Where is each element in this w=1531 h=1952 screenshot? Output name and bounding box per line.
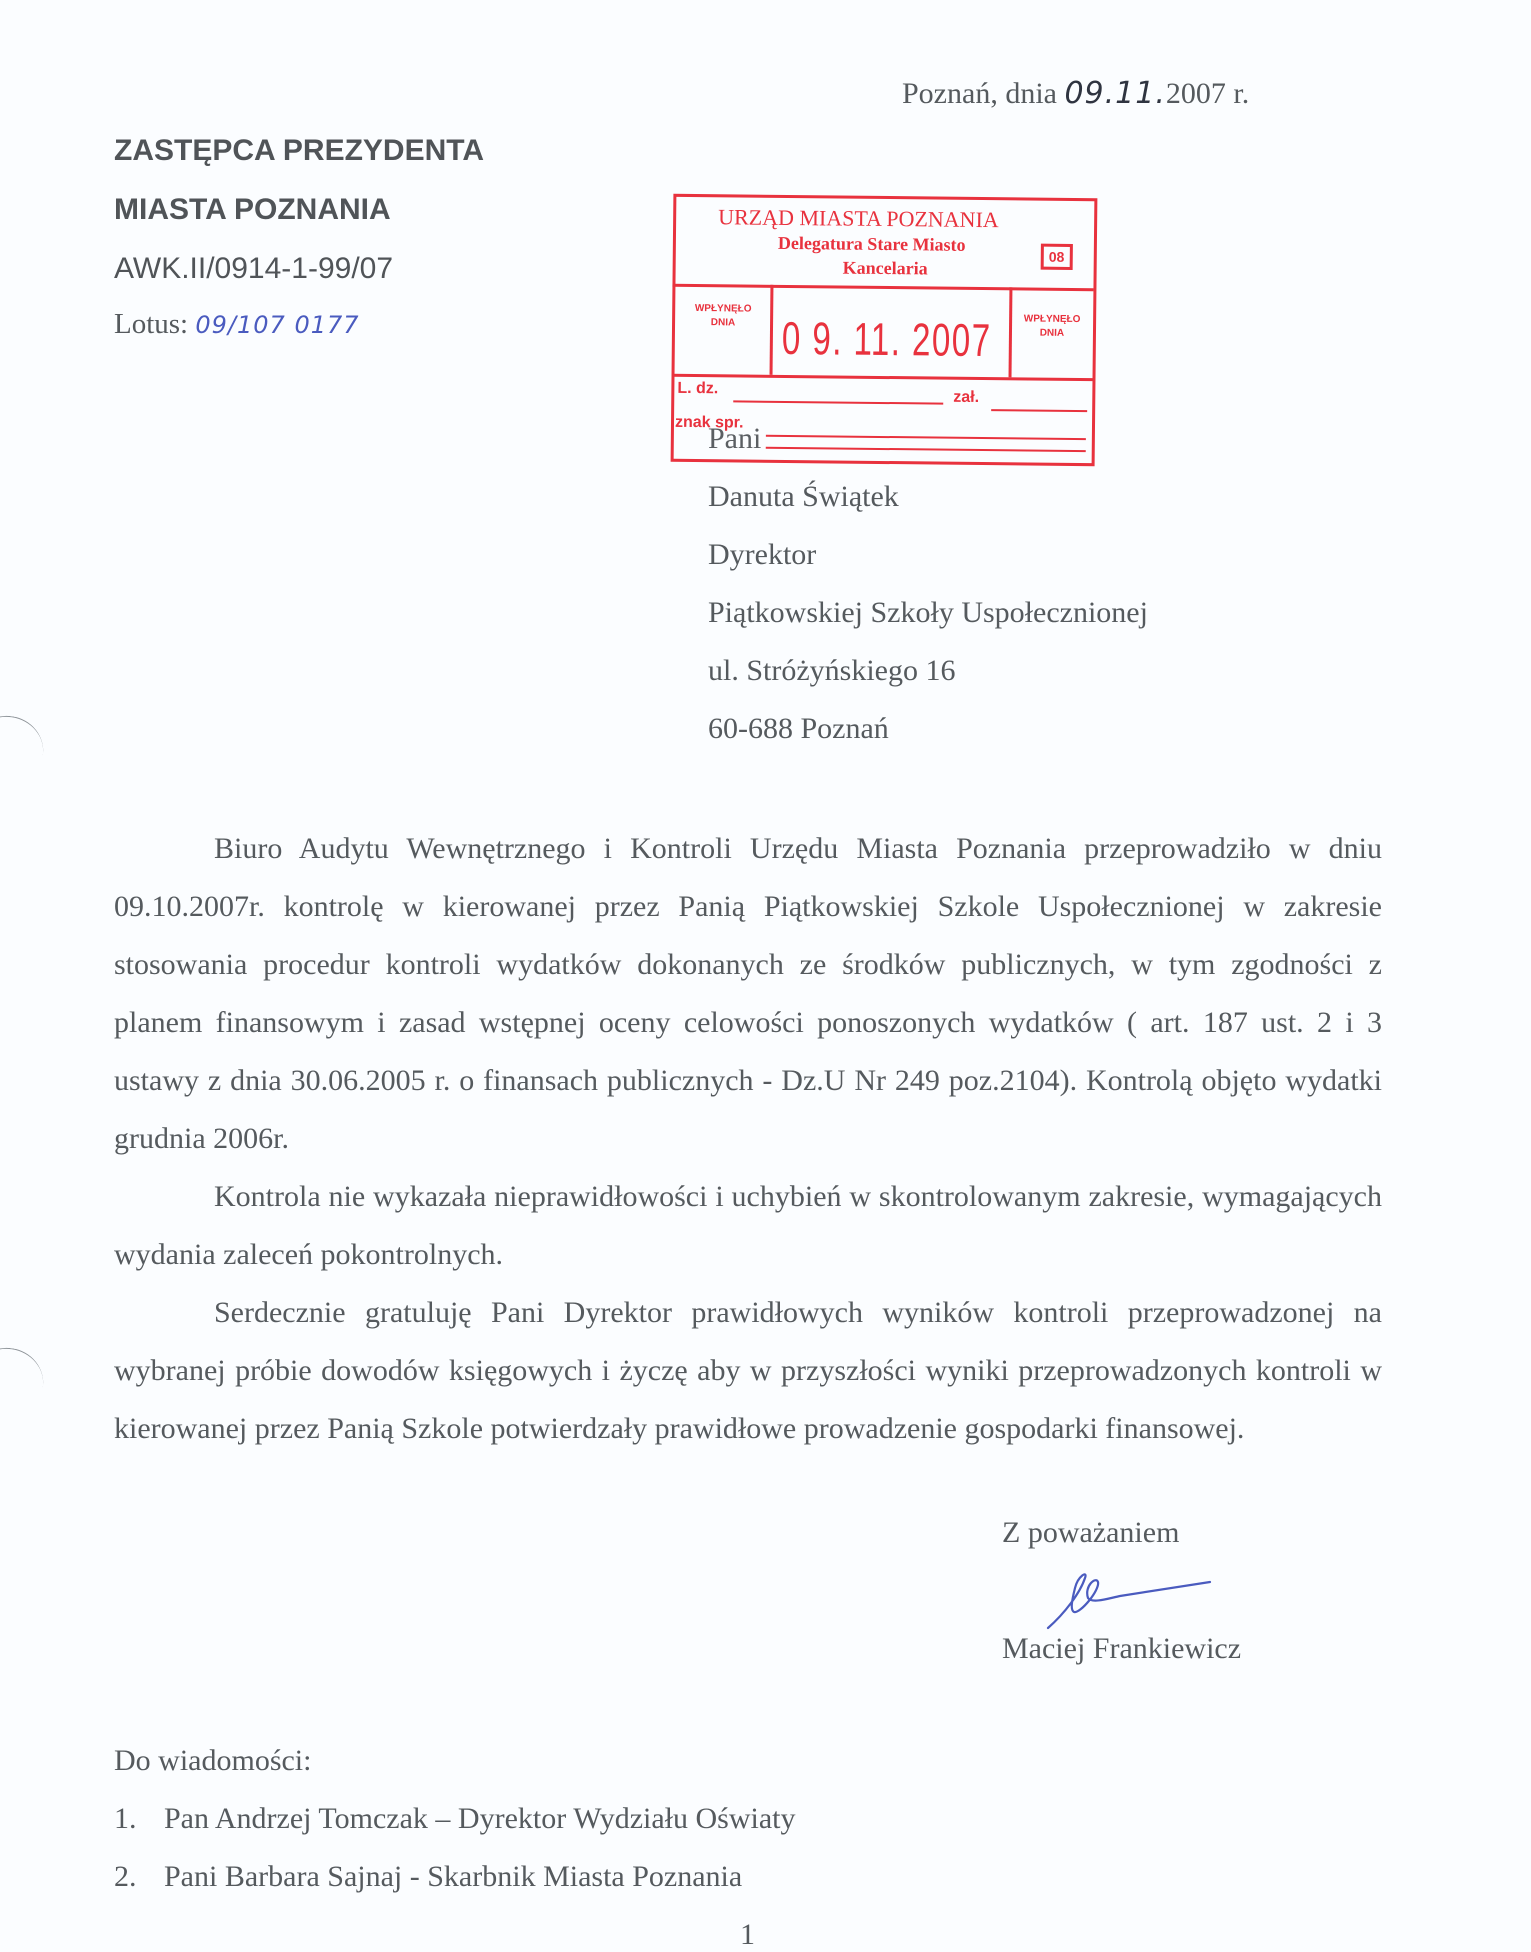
page-number: 1 bbox=[740, 1918, 755, 1951]
lotus-value: 09/107 0177 bbox=[195, 311, 360, 339]
stamp-zal-label: zał. bbox=[953, 388, 980, 406]
stamp-received-label-left bbox=[680, 302, 766, 331]
recipient-position: Dyrektor bbox=[708, 538, 817, 571]
cc-item-number: 2. bbox=[114, 1860, 137, 1893]
body-paragraph bbox=[114, 820, 1382, 1168]
sender-title-line1: ZASTĘPCA PREZYDENTA bbox=[114, 134, 485, 167]
cc-item-text: Pan Andrzej Tomczak – Dyrektor Wydziału Oświaty bbox=[164, 1802, 796, 1835]
reference-number: AWK.II/0914-1-99/07 bbox=[114, 252, 394, 285]
signer-name: Maciej Frankiewicz bbox=[1002, 1632, 1242, 1665]
recipient-street: ul. Stróżyńskiego 16 bbox=[708, 654, 956, 687]
lotus-line bbox=[114, 308, 360, 341]
handwritten-date: 09.11. bbox=[1064, 76, 1166, 111]
paragraph-text: Serdecznie gratuluję Pani Dyrektor prawidłowych wyników kontroli przeprowadzonej na wybranej próbie dowodów księgowych i życzę aby w przyszłości wyniki przeprowadzonych kontroli w kierowanej przez Panią Szkole potwierdzały prawidłowe prowadzenie gospodarki finansowej. bbox=[114, 1296, 1382, 1445]
body-paragraph bbox=[114, 1284, 1382, 1458]
date-suffix: 2007 r. bbox=[1165, 77, 1250, 110]
cc-title: Do wiadomości: bbox=[114, 1744, 312, 1777]
stamp-number: 08 bbox=[1041, 244, 1073, 270]
stamp-office: URZĄD MIASTA POZNANIA bbox=[718, 204, 999, 233]
stamp-unit: Kancelaria bbox=[842, 257, 928, 279]
stamp-day-word: DNIA bbox=[1039, 327, 1065, 339]
recipient-name: Danuta Świątek bbox=[708, 480, 899, 513]
stamp-department: Delegatura Stare Miasto bbox=[777, 232, 966, 255]
handwritten-signature bbox=[1040, 1568, 1240, 1638]
sender-title-line2: MIASTA POZNANIA bbox=[114, 193, 391, 226]
cc-item-number: 1. bbox=[114, 1802, 137, 1835]
punch-hole bbox=[0, 711, 48, 777]
cc-item-text: Pani Barbara Sajnaj - Skarbnik Miasta Poznania bbox=[164, 1860, 743, 1893]
stamp-received-label-right bbox=[1014, 312, 1090, 341]
closing-phrase: Z poważaniem bbox=[1002, 1516, 1180, 1549]
place-date bbox=[902, 76, 1249, 111]
signature-stroke bbox=[1048, 1574, 1210, 1628]
punch-hole bbox=[0, 1343, 48, 1409]
recipient-institution: Piątkowskiej Szkoły Uspołecznionej bbox=[708, 596, 1148, 629]
body-paragraph bbox=[114, 1168, 1382, 1284]
stamp-received-word: WPŁYNĘŁO bbox=[694, 303, 752, 315]
paragraph-text: Kontrola nie wykazała nieprawidłowości i uchybień w skontrolowanym zakresie, wymagających wydania zaleceń pokontrolnych. bbox=[114, 1180, 1382, 1271]
lotus-label: Lotus: bbox=[114, 308, 189, 340]
cc-item bbox=[114, 1860, 742, 1894]
stamp-znak-label: znak spr. bbox=[674, 413, 744, 432]
stamp-day-word: DNIA bbox=[710, 317, 736, 329]
date-prefix: Poznań, dnia bbox=[902, 77, 1057, 110]
stamp-received-word: WPŁYNĘŁO bbox=[1023, 313, 1081, 326]
stamp-date: 0 9. 11. 2007 bbox=[781, 311, 992, 367]
recipient-salutation: Pani bbox=[708, 422, 762, 455]
paragraph-text: Biuro Audytu Wewnętrznego i Kontroli Urzędu Miasta Poznania przeprowadziło w dniu 09.10.2007r. kontrolę w kierowanej przez Panią Piątkowskiej Szkole Uspołecznionej w zakresie stosowania procedur kontroli wydatków dokonanych ze środków publicznych, w tym zgodności z planem finansowym i zasad wstępnej oceny celowości ponoszonych wydatków ( art. 187 ust. 2 i 3 ustawy z dnia 30.06.2005 r. o finansach publicznych - Dz.U Nr 249 poz.2104). Kontrolą objęto wydatki grudnia 2006r. bbox=[114, 832, 1382, 1155]
recipient-city: 60-688 Poznań bbox=[708, 712, 889, 745]
cc-item bbox=[114, 1802, 796, 1836]
stamp-ldz-label: L. dz. bbox=[677, 379, 719, 398]
